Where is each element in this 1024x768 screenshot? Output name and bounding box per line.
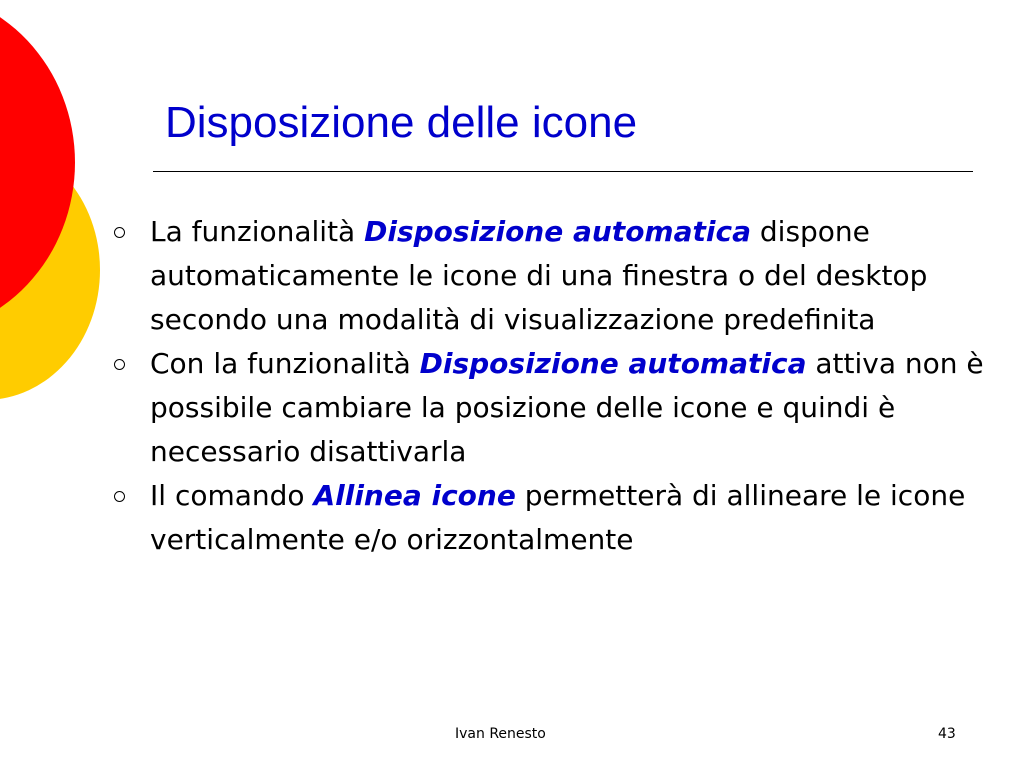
footer-author: Ivan Renesto — [455, 726, 546, 742]
bullet-text-before: Il comando — [150, 479, 314, 512]
hollow-circle-bullet-icon — [114, 359, 125, 370]
bullet-item-2 — [110, 342, 1005, 474]
bullet-text-after: attiva non è possibile cambiare la posizione delle icone e quindi è necessario disattivarla — [150, 347, 984, 468]
hollow-circle-bullet-icon — [114, 227, 125, 238]
bullet-item-3 — [110, 474, 1005, 562]
slide-title: Disposizione delle icone — [165, 98, 638, 147]
bullet-text-after: permetterà di allineare le icone verticalmente e/o orizzontalmente — [150, 479, 966, 556]
bullet-text-before: La funzionalità — [150, 215, 365, 248]
bullet-emphasis: Disposizione automatica — [364, 215, 751, 248]
bullet-text-after: dispone automaticamente le icone di una finestra o del desktop secondo una modalità di visualizzazione predefinita — [150, 215, 928, 336]
title-underline — [153, 171, 973, 172]
bullet-emphasis: Disposizione automatica — [419, 347, 807, 380]
bullet-list — [110, 210, 1005, 562]
bullet-item-1 — [110, 210, 1005, 342]
bullet-text-before: Con la funzionalità — [150, 347, 420, 380]
page-number: 43 — [938, 726, 956, 742]
hollow-circle-bullet-icon — [114, 491, 125, 502]
bullet-emphasis: Allinea icone — [313, 479, 516, 512]
